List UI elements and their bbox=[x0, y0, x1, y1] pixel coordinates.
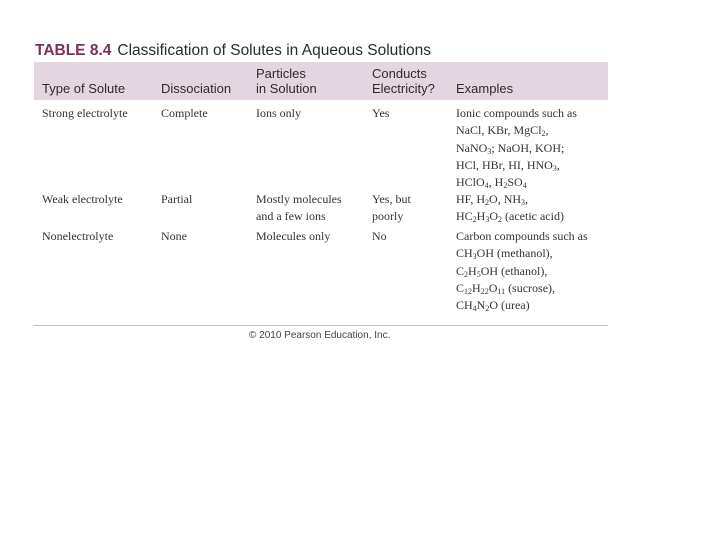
row-non-particles-line: Molecules only bbox=[256, 229, 331, 243]
row-strong-particles bbox=[256, 105, 301, 122]
row-non-type: Nonelectrolyte bbox=[42, 229, 114, 243]
row-weak-type: Weak electrolyte bbox=[42, 192, 123, 206]
example-line: HClO$_4$, $H_2SO_4$ bbox=[456, 175, 527, 191]
example-line: NaCl, KBr, MgCl$_2$, bbox=[456, 123, 549, 139]
row-weak-conducts-line: Yes, but bbox=[372, 192, 411, 206]
row-weak-particles bbox=[256, 191, 342, 226]
copyright-credit: © 2010 Pearson Education, Inc. bbox=[249, 330, 391, 341]
row-non-particles bbox=[256, 228, 330, 245]
row-weak-particles-line: and a few ions bbox=[256, 209, 326, 224]
example-line: HCl, HBr, HI, $HNO_3$, bbox=[456, 157, 560, 173]
row-strong-dissociation: Complete bbox=[161, 106, 208, 120]
table-caption bbox=[35, 42, 431, 60]
row-non-conducts-line: No bbox=[372, 229, 387, 243]
header-particles-line1: Particles bbox=[256, 66, 306, 81]
header-conducts-line1: Conducts bbox=[372, 66, 427, 81]
example-line: $C_{12}H_{22}O_{11}$ (sucrose), bbox=[456, 280, 556, 296]
table-title: Classification of Solutes in Aqueous Solutions bbox=[117, 42, 432, 59]
row-strong-conducts bbox=[372, 105, 389, 122]
example-line: $CH_3OH$ (methanol), bbox=[456, 246, 553, 262]
header-type-of-solute: Type of Solute bbox=[42, 81, 126, 96]
row-non-conducts bbox=[372, 228, 387, 245]
row-strong-type: Strong electrolyte bbox=[42, 106, 128, 120]
table-header bbox=[34, 62, 608, 100]
example-line: NaNO$_3$; NaOH, KOH; bbox=[456, 140, 565, 156]
row-weak-dissociation: Partial bbox=[161, 192, 193, 206]
row-strong-examples bbox=[456, 105, 577, 191]
example-line: Ionic compounds such as bbox=[456, 106, 577, 120]
header-dissociation: Dissociation bbox=[161, 81, 232, 96]
row-non-examples bbox=[456, 228, 588, 314]
row-non-dissociation: None bbox=[161, 229, 187, 243]
row-strong-particles-line: Ions only bbox=[256, 106, 301, 120]
example-line: $HC_2H_3O_2$ (acetic acid) bbox=[456, 209, 564, 225]
row-strong-conducts-line: Yes bbox=[372, 106, 390, 120]
header-conducts-line2: Electricity? bbox=[372, 81, 435, 96]
example-line: HF, $H_2O$, $NH_3$, bbox=[456, 192, 529, 207]
table-number: TABLE 8.4 bbox=[35, 42, 112, 59]
row-weak-examples bbox=[456, 191, 564, 226]
header-particles-line2: in Solution bbox=[256, 81, 317, 96]
row-weak-conducts bbox=[372, 191, 411, 226]
example-line: $CH_4N_2O$ (urea) bbox=[456, 298, 530, 314]
row-weak-particles-line: Mostly molecules bbox=[256, 192, 342, 206]
example-line: $C_2H_5OH$ (ethanol), bbox=[456, 263, 548, 279]
header-examples: Examples bbox=[456, 81, 514, 96]
example-line: Carbon compounds such as bbox=[456, 229, 588, 243]
solutes-table bbox=[34, 62, 608, 326]
row-weak-conducts-line: poorly bbox=[372, 209, 404, 224]
